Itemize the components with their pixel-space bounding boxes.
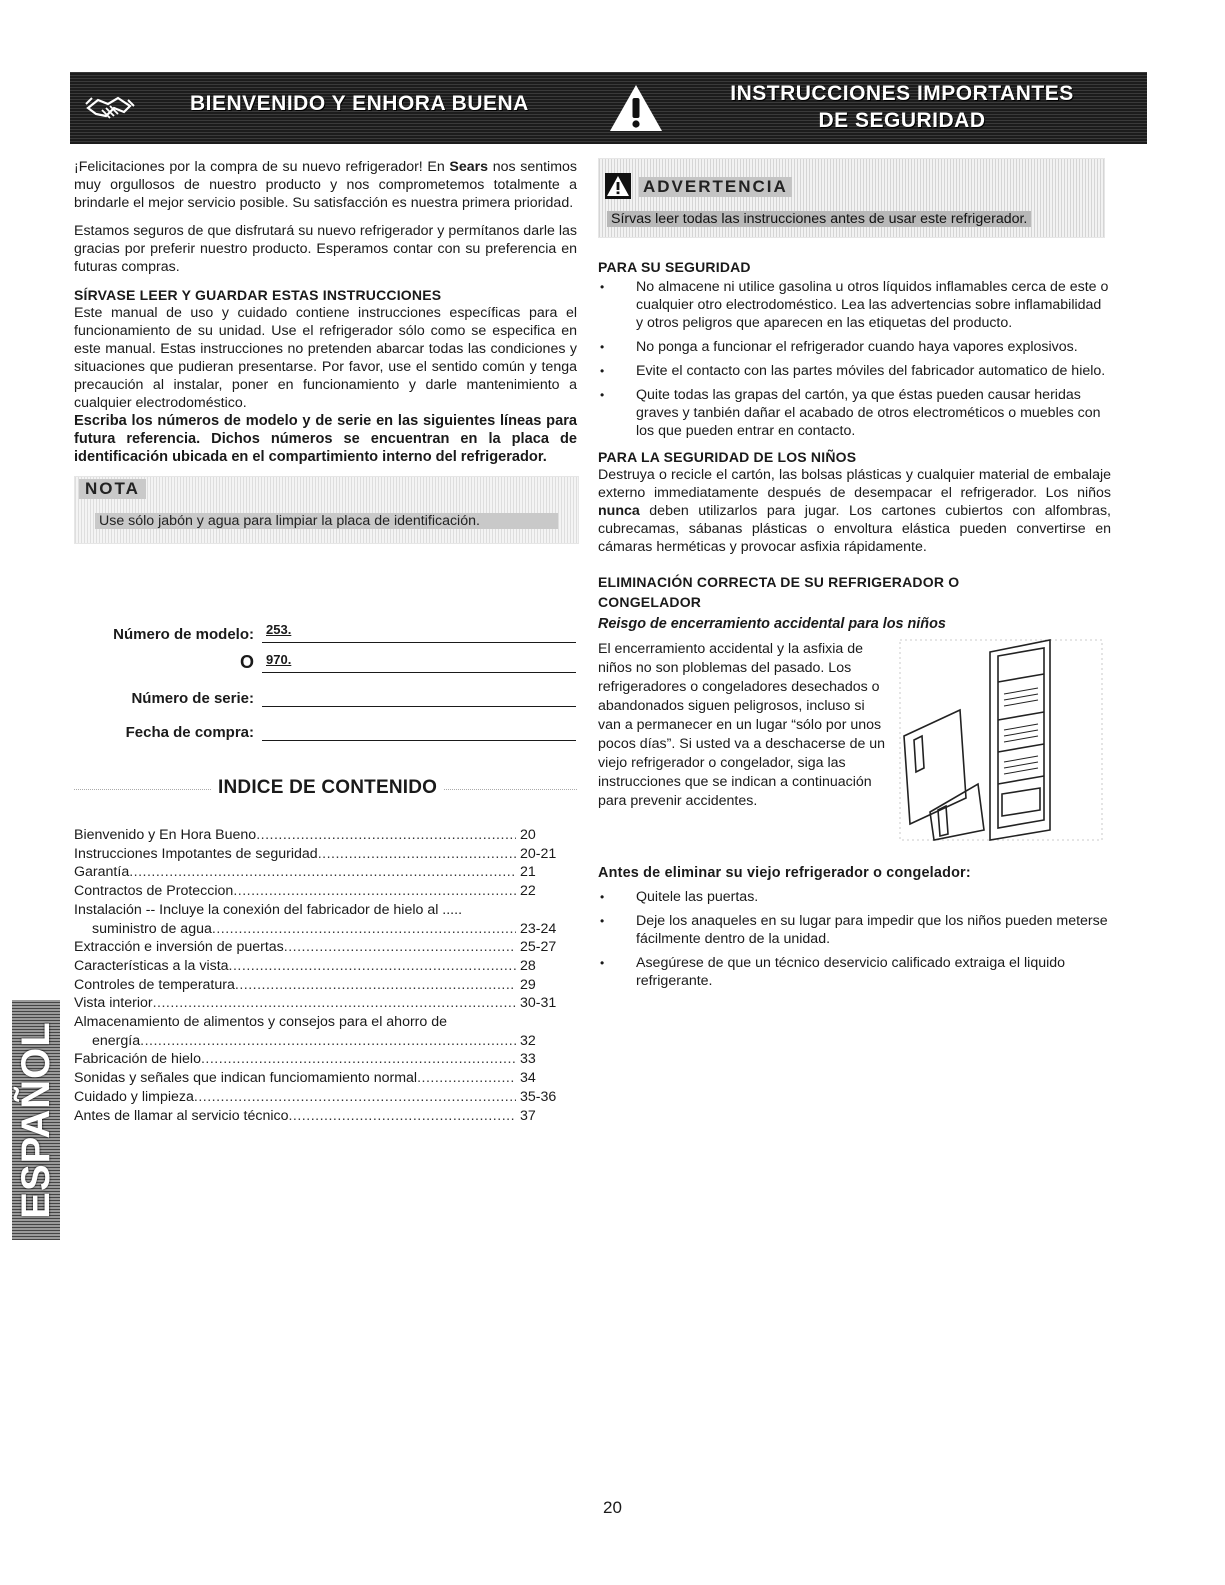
serial-number-field[interactable] [262, 686, 576, 707]
note-label: NOTA [79, 479, 146, 499]
toc-item-title: Contractos de Proteccion [74, 883, 234, 900]
toc-leader-dots [153, 994, 516, 1013]
before-disposal-heading: Antes de eliminar su viejo refrigerador o congelador: [598, 865, 971, 881]
toc-leader-dots [201, 1050, 516, 1069]
disposal-heading: ELIMINACIÓN CORRECTA DE SU REFRIGERADOR O CONGELADOR [598, 574, 960, 610]
toc-item [74, 1069, 564, 1088]
toc-item-page: 33 [520, 1051, 536, 1068]
toc-leader-dots [129, 863, 516, 882]
toc-item [74, 1050, 564, 1069]
language-tab-label: ESPAÑOL [13, 1021, 58, 1219]
note-text: Use sólo jabón y agua para limpiar la placa de identificación. [95, 513, 558, 529]
toc-item-page: 37 [520, 1107, 536, 1124]
toc-item [74, 1032, 564, 1051]
toc-leader-dots [212, 920, 516, 939]
refrigerator-illustration [894, 634, 1108, 846]
serial-number-label: Número de serie: [131, 690, 254, 707]
toc-item-page [516, 1013, 564, 1032]
read-instructions-heading: SÍRVASE LEER Y GUARDAR ESTAS INSTRUCCIONES [74, 287, 442, 303]
toc-item-title: energía [92, 1032, 141, 1049]
model-number-alt-row [74, 652, 576, 673]
toc-item [74, 845, 564, 864]
model-number-label: Número de modelo: [113, 626, 254, 643]
toc-item [74, 957, 564, 976]
toc-item-title: Garantía [74, 864, 130, 881]
warning-label: ADVERTENCIA [639, 177, 792, 197]
children-safety-paragraph [598, 466, 1111, 556]
language-side-tab [12, 1000, 60, 1240]
before-disposal-list-item: • Deje los anaqueles en su lugar para impedir que los niños pueden meterse fácilmente dentro de la unidad. [598, 912, 1111, 948]
serial-number-row [74, 686, 576, 707]
toc-item-title: Sonidas y señales que indican funciomamiento normal [74, 1070, 418, 1087]
welcome-title: BIENVENIDO Y ENHORA BUENA [190, 92, 529, 115]
toc-leader-dots [288, 1107, 516, 1126]
safety-title-line2: DE SEGURIDAD [818, 109, 986, 132]
toc-item-page: 23-24 [520, 920, 557, 937]
toc-item [74, 938, 564, 957]
page-number: 20 [603, 1498, 622, 1517]
safety-header [590, 72, 1147, 144]
toc-item [74, 901, 564, 920]
toc-leader-dots [235, 976, 516, 995]
welcome-header [70, 72, 580, 144]
manual-paragraph: Este manual de uso y cuidado contiene instrucciones específicas para el funcionamiento de su unidad. Use el refrigerador sólo como se especifica en este manual. Estas instrucciones no pretenden abarcar todas las condiciones y situaciones que pudieran presentarse. Por favor, use el sentido común y tenga precaución al instalar, poner en funcionamiento y darle mantenimiento a cualquier electrodoméstico. [74, 305, 577, 411]
toc-leader-dots [256, 826, 516, 845]
entrapment-section [598, 640, 1111, 858]
toc-item [74, 1107, 564, 1126]
toc-leader-dots [462, 901, 516, 920]
toc-item-title: Características a la vista [74, 957, 229, 974]
toc-item-title: Vista interior [74, 995, 153, 1012]
intro-paragraph [74, 158, 577, 212]
toc-item-page: 20 [520, 827, 536, 843]
entrapment-risk-subheading: Reisgo de encerramiento accidental para los niños [598, 616, 946, 632]
toc-item-page: 22 [520, 883, 536, 900]
toc-item [74, 994, 564, 1013]
safety-list-item: • No ponga a funcionar el refrigerador cuando haya vapores explosivos. [598, 338, 1111, 356]
toc-leader-dots [140, 1032, 516, 1051]
safety-list-item: • No almacene ni utilice gasolina u otros líquidos inflamables cerca de este o cualquier otro electrodoméstico. Lea las advertencias sobre inflamabilidad y otros peligros que aparecen en las etiquetas del producto. [598, 278, 1111, 332]
toc-header [74, 777, 577, 803]
toc-leader-dots [233, 882, 516, 901]
model-number-alt-prefix: 970. [266, 652, 292, 667]
safety-title [702, 80, 1102, 134]
children-text-emphasis: nunca [598, 503, 640, 519]
warning-text: Sírvas leer todas las instrucciones antes de usar este refrigerador. [607, 211, 1031, 227]
model-number-row [74, 622, 576, 643]
toc-leader-dots [318, 845, 516, 864]
children-text-b: deben utilizarlos para jugar. Los cartones cubiertos con alfombras, cubrecamas, sábanas plásticas o envoltura elástica pueden convertirse en cámaras herméticas y provocar asfixia rápidamente. [598, 503, 1111, 555]
note-box [74, 476, 579, 544]
or-label: O [239, 652, 254, 672]
children-text-a: Destruya o recicle el cartón, las bolsas plásticas y cualquier material de embalaje externo immediatamente después de desempacar el refrigerador. Los niños [598, 467, 1111, 501]
toc-item [74, 1088, 564, 1107]
toc-leader-dots [284, 938, 516, 957]
toc-item-title: Instalación -- Incluye la conexión del fabricador de hielo al ..... [74, 901, 463, 918]
toc-title: INDICE DE CONTENIDO [212, 777, 443, 799]
toc-item-page: 35-36 [520, 1088, 557, 1105]
toc-item-page: 28 [520, 957, 536, 974]
header-band [70, 72, 1147, 144]
toc-item-title: Bienvenido y En Hora Bueno [74, 827, 257, 843]
right-column [598, 158, 1111, 990]
toc-item-page: 21 [520, 864, 536, 881]
toc-item-title: Fabricación de hielo [74, 1051, 201, 1068]
toc-item-page: 34 [520, 1070, 536, 1087]
thanks-paragraph: Estamos seguros de que disfrutará su nuevo refrigerador y permítanos darle las gracias por preferir nuestro producto. Esperamos contar con su preferencia en futuras compras. [74, 223, 577, 275]
intro-text-b: nos sentimos muy orgullosos de nuestro producto y nos comprometemos totalmente a brindarle el mejor servicio posible. Su satisfacción es nuestra primera prioridad. [74, 159, 578, 211]
safety-list-item: • Quite todas las grapas del cartón, ya que éstas pueden causar heridas graves y tanbién dañar el acabado de otros electrométicos o muebles con los que pueden entrar en contacto. [598, 386, 1111, 440]
before-disposal-list [598, 888, 1111, 990]
toc-leader-dots [194, 1088, 516, 1107]
warning-triangle-icon [608, 82, 664, 134]
left-column [74, 158, 577, 544]
children-safety-heading: PARA LA SEGURIDAD DE LOS NIÑOS [598, 449, 857, 465]
model-number-alt-field[interactable] [262, 652, 576, 673]
toc-item [74, 863, 564, 882]
purchase-date-field[interactable] [262, 720, 576, 741]
safety-heading: PARA SU SEGURIDAD [598, 259, 751, 275]
toc-item-title: Cuidado y limpieza [74, 1088, 194, 1105]
toc-leader-dots [229, 957, 516, 976]
toc-item [74, 976, 564, 995]
before-disposal-list-item: • Asegúrese de que un técnico deservicio calificado extraiga el liquido refrigerante. [598, 954, 1111, 990]
toc-item-page [516, 901, 564, 920]
warning-box [598, 158, 1105, 238]
toc-item-page: 29 [520, 976, 536, 993]
toc-item-page: 25-27 [520, 939, 557, 956]
write-numbers-paragraph: Escriba los números de modelo y de serie en las siguientes líneas para futura referencia. Dichos números se encuentran en la placa de identificación ubicada en el compartimiento interno del refrigerador. [74, 413, 577, 465]
model-number-field[interactable] [262, 622, 576, 643]
toc-item-title: Antes de llamar al servicio técnico [74, 1107, 289, 1124]
purchase-date-label: Fecha de compra: [125, 724, 254, 741]
model-number-prefix: 253. [266, 622, 292, 637]
purchase-date-row [74, 720, 576, 741]
toc-leader-dots [447, 1013, 516, 1032]
toc-item [74, 920, 564, 939]
toc-item-title: Instrucciones Impotantes de seguridad [74, 845, 318, 862]
toc-item-title: suministro de agua [92, 920, 212, 937]
safety-list-item: • Evite el contacto con las partes móviles del fabricador automatico de hielo. [598, 362, 1111, 380]
handshake-icon [84, 90, 136, 126]
toc-item-title: Almacenamiento de alimentos y consejos para el ahorro de [74, 1014, 448, 1031]
table-of-contents [74, 826, 564, 1125]
intro-text-a: ¡Felicitaciones por la compra de su nuevo refrigerador! En [74, 159, 450, 175]
toc-item-page: 32 [520, 1032, 536, 1049]
toc-item [74, 882, 564, 901]
toc-item-page: 20-21 [520, 845, 557, 862]
brand-name: Sears [449, 159, 489, 175]
toc-item-title: Controles de temperatura [74, 976, 235, 993]
safety-list [598, 278, 1111, 440]
toc-item [74, 826, 564, 845]
before-disposal-list-item: • Quitele las puertas. [598, 888, 1111, 906]
toc-item-page: 30-31 [520, 995, 557, 1012]
warning-icon [605, 173, 631, 199]
entrapment-paragraph: El encerramiento accidental y la asfixia de niños no son ploblemas del pasado. Los refrigeradores o congeladores desechados o abandonados siguen peligrosos, incluso si van a permanecer en un lugar “sólo por unos pocos días”. Si usted va a deschacerse de un viejo refrigerador o congelador, siga las instrucciones que se indican a continuación para prevenir accidentes. [598, 641, 886, 809]
toc-item-title: Extracción e inversión de puertas [74, 939, 284, 956]
safety-title-line1: INSTRUCCIONES IMPORTANTES [730, 82, 1074, 105]
toc-item [74, 1013, 564, 1032]
toc-leader-dots [417, 1069, 516, 1088]
